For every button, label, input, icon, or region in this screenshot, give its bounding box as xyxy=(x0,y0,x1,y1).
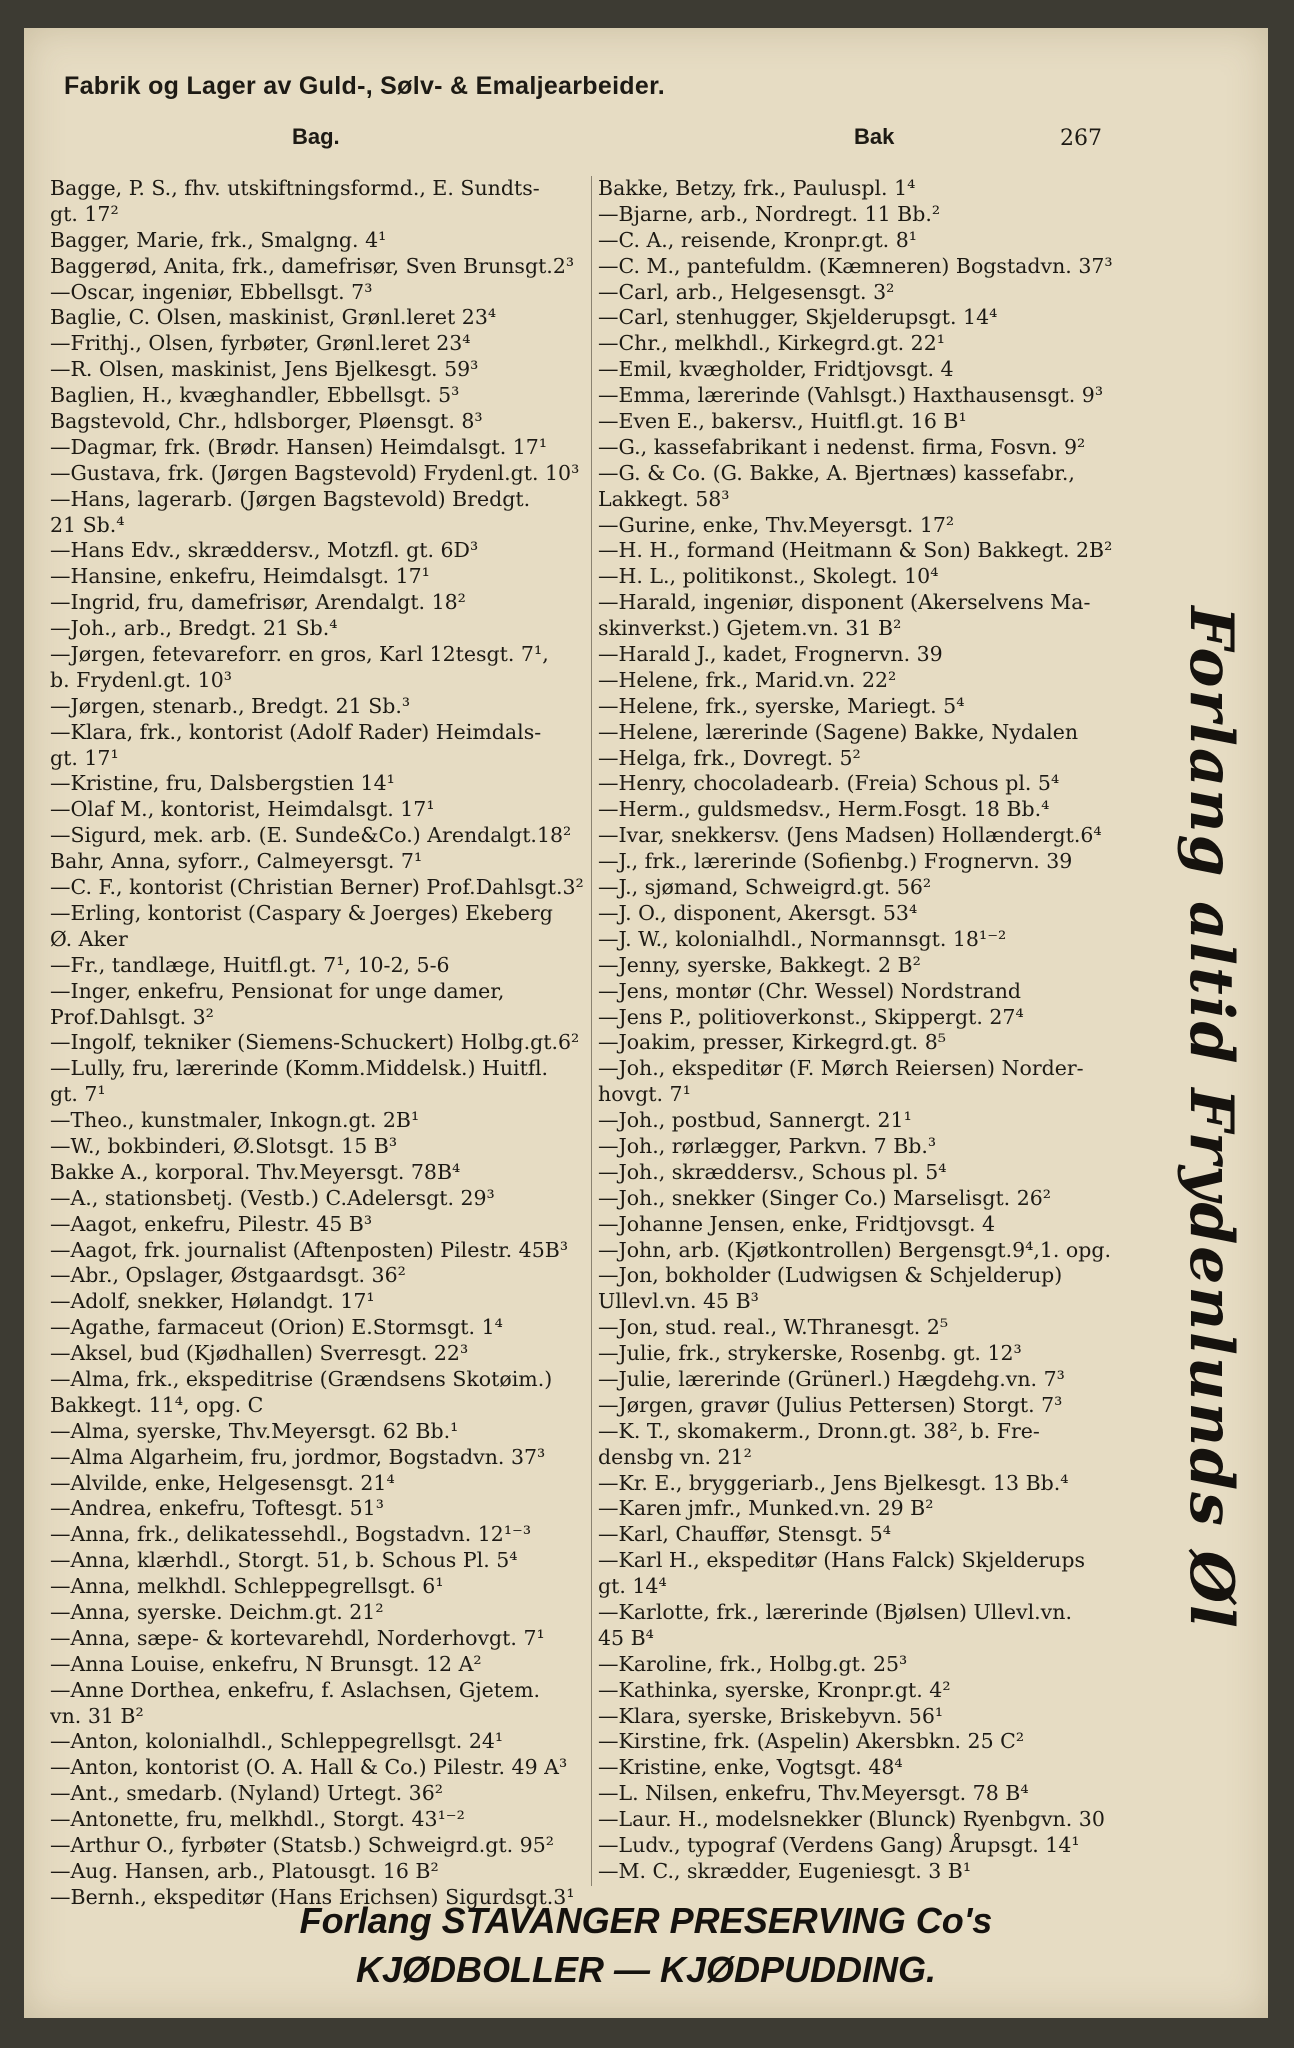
entry-line: hovgt. 7¹ xyxy=(598,1082,691,1107)
entry-line: —Joh., snekker (Singer Co.) Marselisgt. 26² xyxy=(598,1185,1052,1210)
entry-line: —Abr., Opslager, Østgaardsgt. 36² xyxy=(50,1263,406,1288)
entry-line: vn. 31 B² xyxy=(50,1703,144,1728)
page-header-title: Fabrik og Lager av Guld-, Sølv- & Emaljearbeider. xyxy=(64,72,665,100)
entry-line: —Henry, chocoladearb. (Freia) Schous pl. 5⁴ xyxy=(598,771,1060,796)
entry-line: —Dagmar, frk. (Brødr. Hansen) Heimdalsgt. 17¹ xyxy=(50,434,548,459)
entry-line: —Karl, Chauffør, Stensgt. 5⁴ xyxy=(598,1522,892,1547)
entry-line: —Alma, frk., ekspeditrise (Grændsens Skotøim.) xyxy=(50,1366,553,1391)
entry-line: —Karoline, frk., Holbg.gt. 25³ xyxy=(598,1651,908,1676)
entry-line: —G. & Co. (G. Bakke, A. Bjertnæs) kassefabr., xyxy=(598,460,1075,485)
entry-line: —Ivar, snekkersv. (Jens Madsen) Hollændergt.6⁴ xyxy=(598,823,1102,848)
entry-line: —Lully, fru, lærerinde (Komm.Middelsk.) Huitfl. xyxy=(50,1056,549,1081)
entry-line: —Ingrid, fru, damefrisør, Arendalgt. 18² xyxy=(50,590,466,615)
entry-line: —Kathinka, syerske, Kronpr.gt. 4² xyxy=(598,1677,951,1702)
entry-line: —Joh., skræddersv., Schous pl. 5⁴ xyxy=(598,1159,947,1184)
entry-line: —Julie, frk., strykerske, Rosenbg. gt. 12³ xyxy=(598,1341,1022,1366)
entry-line: —Alma, syerske, Thv.Meyersgt. 62 Bb.¹ xyxy=(50,1418,459,1443)
entry-line: —Erling, kontorist (Caspary & Joerges) Ekeberg xyxy=(50,900,553,925)
entry-line: Baggerød, Anita, frk., damefrisør, Sven Brunsgt.2³ xyxy=(50,253,575,278)
entry-line: —Bernh., ekspeditør (Hans Erichsen) Sigurdsgt.3¹ xyxy=(50,1884,575,1909)
entry-line: 45 B⁴ xyxy=(598,1625,654,1650)
entry-line: —J. O., disponent, Akersgt. 53⁴ xyxy=(598,900,918,925)
entry-line: —Klara, syerske, Briskebyvn. 56¹ xyxy=(598,1703,944,1728)
entry-line: —Theo., kunstmaler, Inkogn.gt. 2B¹ xyxy=(50,1108,420,1133)
entry-line: gt. 14⁴ xyxy=(598,1574,667,1599)
entry-line: —Anna, frk., delikatessehdl., Bogstadvn. 12¹⁻³ xyxy=(50,1522,532,1547)
entry-line: —John, arb. (Kjøtkontrollen) Bergensgt.9⁴,1. opg. xyxy=(598,1237,1112,1262)
entry-line: —Klara, frk., kontorist (Adolf Rader) Heimdals- xyxy=(50,719,542,744)
entry-line: —Bjarne, arb., Nordregt. 11 Bb.² xyxy=(598,201,941,226)
entry-line: —Helene, lærerinde (Sagene) Bakke, Nydalen xyxy=(598,719,1079,744)
entry-line: 21 Sb.⁴ xyxy=(50,512,125,537)
entry-line: Baglie, C. Olsen, maskinist, Grønl.leret 23⁴ xyxy=(50,305,497,330)
entry-line: —Hansine, enkefru, Heimdalsgt. 17¹ xyxy=(50,564,430,589)
left-column xyxy=(50,176,616,1911)
entry-line: —Ludv., typograf (Verdens Gang) Årupsgt. 14¹ xyxy=(598,1833,1080,1857)
entry-line: Prof.Dahlsgt. 3² xyxy=(50,1004,214,1029)
entry-line: —A., stationsbetj. (Vestb.) C.Adelersgt. 29³ xyxy=(50,1185,495,1210)
page-number: 267 xyxy=(1060,126,1102,151)
entry-line: —Carl, stenhugger, Skjelderupsgt. 14⁴ xyxy=(598,305,998,330)
entry-line: —Helene, frk., Marid.vn. 22² xyxy=(598,667,897,692)
entry-line: —Jon, bokholder (Ludwigsen & Schjelderup) xyxy=(598,1263,1063,1288)
left-column-heading: Bag. xyxy=(292,124,340,149)
entry-line: —Alvilde, enke, Helgesensgt. 21⁴ xyxy=(50,1470,395,1495)
entry-line: —Aagot, frk. journalist (Aftenposten) Pilestr. 45B³ xyxy=(50,1237,569,1262)
entry-line: —J., sjømand, Schweigrd.gt. 56² xyxy=(598,875,932,900)
entry-line: —Joh., arb., Bredgt. 21 Sb.⁴ xyxy=(50,616,338,641)
entry-line: —Aagot, enkefru, Pilestr. 45 B³ xyxy=(50,1211,373,1236)
entry-line: —Hans, lagerarb. (Jørgen Bagstevold) Bredgt. xyxy=(50,486,531,511)
entry-line: —H. H., formand (Heitmann & Son) Bakkegt. 2B² xyxy=(598,538,1113,563)
entry-line: —Carl, arb., Helgesensgt. 3² xyxy=(598,279,895,304)
entry-line: Bahr, Anna, syforr., Calmeyersgt. 7¹ xyxy=(50,849,423,874)
bottom-ad-line-2: KJØDBOLLER — KJØDPUDDING. xyxy=(355,1949,937,1990)
entry-line: —Anna, melkhdl. Schleppegrellsgt. 6¹ xyxy=(50,1574,444,1599)
right-column xyxy=(598,176,1138,1885)
entry-line: Bakke A., korporal. Thv.Meyersgt. 78B⁴ xyxy=(50,1159,461,1184)
entry-line: Lakkegt. 58³ xyxy=(598,486,730,511)
entry-line: —C. A., reisende, Kronpr.gt. 8¹ xyxy=(598,227,917,252)
entry-line: —Jens P., politioverkonst., Skippergt. 27⁴ xyxy=(598,1004,1024,1029)
entry-line: Ullevl.vn. 45 B³ xyxy=(598,1289,759,1314)
entry-line: —Harald, ingeniør, disponent (Akerselvens Ma- xyxy=(598,590,1091,615)
entry-line: —Jens, montør (Chr. Wessel) Nordstrand xyxy=(598,978,1022,1003)
entry-line: —Jørgen, stenarb., Bredgt. 21 Sb.³ xyxy=(50,693,411,718)
entry-line: —Sigurd, mek. arb. (E. Sunde&Co.) Arendalgt.18² xyxy=(50,823,572,848)
directory-page xyxy=(24,28,1268,2018)
entry-line: —Joh., ekspeditør (F. Mørch Reiersen) Norder- xyxy=(598,1056,1084,1081)
entry-line: —Kr. E., bryggeriarb., Jens Bjelkesgt. 13 Bb.⁴ xyxy=(598,1470,1069,1495)
entry-line: —Antonette, fru, melkhdl., Storgt. 43¹⁻² xyxy=(50,1807,465,1832)
entry-line: —Aksel, bud (Kjødhallen) Sverresgt. 22³ xyxy=(50,1341,469,1366)
entry-line: skinverkst.) Gjetem.vn. 31 B² xyxy=(598,616,902,641)
entry-line: —Andrea, enkefru, Toftesgt. 51³ xyxy=(50,1496,384,1521)
entry-line: —Oscar, ingeniør, Ebbellsgt. 7³ xyxy=(50,279,373,304)
entry-line: —Alma Algarheim, fru, jordmor, Bogstadvn. 37³ xyxy=(50,1444,546,1469)
entry-line: —Kristine, fru, Dalsbergstien 14¹ xyxy=(50,771,395,796)
entry-line: Bagge, P. S., fhv. utskiftningsformd., E. Sundts- xyxy=(50,176,540,200)
entry-line: —C. F., kontorist (Christian Berner) Prof.Dahlsgt.3² xyxy=(50,875,584,900)
entry-line: —K. T., skomakerm., Dronn.gt. 38², b. Fre- xyxy=(598,1418,1040,1443)
bottom-ad-line-1: Forlang STAVANGER PRESERVING Co's xyxy=(299,1900,993,1941)
entry-line: —Agathe, farmaceut (Orion) E.Stormsgt. 1⁴ xyxy=(50,1315,503,1340)
entry-line: —Karl H., ekspeditør (Hans Falck) Skjelderups xyxy=(598,1548,1086,1573)
entry-line: —J. W., kolonialhdl., Normannsgt. 18¹⁻² xyxy=(598,926,1007,951)
entry-line: —Arthur O., fyrbøter (Statsb.) Schweigrd.gt. 95² xyxy=(50,1833,554,1857)
entry-line: —Laur. H., modelsnekker (Blunck) Ryenbgvn. 30 xyxy=(598,1807,1105,1832)
entry-line: —Anna Louise, enkefru, N Brunsgt. 12 A² xyxy=(50,1651,482,1676)
entry-line: Bakke, Betzy, frk., Pauluspl. 1⁴ xyxy=(598,176,916,200)
entry-line: —Anton, kontorist (O. A. Hall & Co.) Pilestr. 49 A³ xyxy=(50,1755,568,1780)
entry-line: —Emil, kvægholder, Fridtjovsgt. 4 xyxy=(598,357,954,382)
entry-line: —C. M., pantefuldm. (Kæmneren) Bogstadvn. 37³ xyxy=(598,253,1113,278)
side-ad-text: Forlang altid Frydenlunds Øl xyxy=(1176,606,1246,1630)
entry-line: —M. C., skrædder, Eugeniesgt. 3 B¹ xyxy=(598,1858,972,1883)
entry-line: —Ant., smedarb. (Nyland) Urtegt. 36² xyxy=(50,1781,443,1806)
entry-line: —Hans Edv., skræddersv., Motzfl. gt. 6D³ xyxy=(50,538,479,563)
entry-line: Baglien, H., kvæghandler, Ebbellsgt. 5³ xyxy=(50,383,460,408)
entry-line: —Harald J., kadet, Frognervn. 39 xyxy=(598,642,943,667)
entry-line: —Helene, frk., syerske, Mariegt. 5⁴ xyxy=(598,693,965,718)
entry-line: —Ingolf, tekniker (Siemens-Schuckert) Holbg.gt.6² xyxy=(50,1030,580,1055)
entry-line: b. Frydenl.gt. 10³ xyxy=(50,667,232,692)
entry-line: —Chr., melkhdl., Kirkegrd.gt. 22¹ xyxy=(598,331,945,356)
entry-line: gt. 7¹ xyxy=(50,1082,106,1107)
entry-line: —Aug. Hansen, arb., Platousgt. 16 B² xyxy=(50,1858,439,1883)
entry-line: gt. 17² xyxy=(50,201,119,226)
entry-line: —Karlotte, frk., lærerinde (Bjølsen) Ullevl.vn. xyxy=(598,1599,1072,1624)
entry-line: —Inger, enkefru, Pensionat for unge damer, xyxy=(50,978,505,1003)
entry-line: —Jørgen, gravør (Julius Pettersen) Storgt. 7³ xyxy=(598,1392,1063,1417)
entry-line: —Joh., postbud, Sannergt. 21¹ xyxy=(598,1108,912,1133)
entry-line: densbg vn. 21² xyxy=(598,1444,752,1469)
entry-line: —Gurine, enke, Thv.Meyersgt. 17² xyxy=(598,512,955,537)
entry-line: —Johanne Jensen, enke, Fridtjovsgt. 4 xyxy=(598,1211,996,1236)
entry-line: —Frithj., Olsen, fyrbøter, Grønl.leret 23⁴ xyxy=(50,331,471,356)
entry-line: —Gustava, frk. (Jørgen Bagstevold) Frydenl.gt. 10³ xyxy=(50,460,580,485)
entry-line: gt. 17¹ xyxy=(50,745,119,770)
entry-line: —Even E., bakersv., Huitfl.gt. 16 B¹ xyxy=(598,409,967,434)
entry-line: —Emma, lærerinde (Vahlsgt.) Haxthausensgt. 9³ xyxy=(598,383,1104,408)
entry-line: —Anna, klærhdl., Storgt. 51, b. Schous Pl. 5⁴ xyxy=(50,1548,518,1573)
entry-line: —Julie, lærerinde (Grünerl.) Hægdehg.vn. 7³ xyxy=(598,1366,1065,1391)
entry-line: —H. L., politikonst., Skolegt. 10⁴ xyxy=(598,564,939,589)
entry-line: —Anne Dorthea, enkefru, f. Aslachsen, Gjetem. xyxy=(50,1677,541,1702)
entry-line: Bagger, Marie, frk., Smalgng. 4¹ xyxy=(50,227,387,252)
entry-line: —Anna, syerske. Deichm.gt. 21² xyxy=(50,1599,384,1624)
entry-line: —Olaf M., kontorist, Heimdalsgt. 17¹ xyxy=(50,797,435,822)
entry-line: —Jon, stud. real., W.Thranesgt. 2⁵ xyxy=(598,1315,949,1340)
side-advertisement xyxy=(1176,493,1246,1743)
entry-line: —Herm., guldsmedsv., Herm.Fosgt. 18 Bb.⁴ xyxy=(598,797,1050,822)
entry-line: —Helga, frk., Dovregt. 5² xyxy=(598,745,861,770)
entry-line: Bagstevold, Chr., hdlsborger, Pløensgt. 8³ xyxy=(50,409,483,434)
entry-line: —Adolf, snekker, Hølandgt. 17¹ xyxy=(50,1289,375,1314)
entry-line: —Karen jmfr., Munked.vn. 29 B² xyxy=(598,1496,934,1521)
entry-line: —Fr., tandlæge, Huitfl.gt. 7¹, 10-2, 5-6 xyxy=(50,952,450,977)
column-divider xyxy=(591,176,592,1886)
right-column-heading: Bak xyxy=(854,124,895,149)
entry-line: —Kristine, enke, Vogtsgt. 48⁴ xyxy=(598,1755,903,1780)
entry-line: —R. Olsen, maskinist, Jens Bjelkesgt. 59³ xyxy=(50,357,479,382)
entry-line: —Anton, kolonialhdl., Schleppegrellsgt. 24¹ xyxy=(50,1729,504,1754)
entry-line: —G., kassefabrikant i nedenst. firma, Fosvn. 9² xyxy=(598,434,1086,459)
entry-line: —Jenny, syerske, Bakkegt. 2 B² xyxy=(598,952,921,977)
entry-line: —J., frk., lærerinde (Sofienbg.) Frognervn. 39 xyxy=(598,849,1073,874)
entry-line: Ø. Aker xyxy=(50,926,128,951)
entry-line: —Jørgen, fetevareforr. en gros, Karl 12tesgt. 7¹, xyxy=(50,642,549,667)
entry-line: —Joakim, presser, Kirkegrd.gt. 8⁵ xyxy=(598,1030,946,1055)
entry-line: —W., bokbinderi, Ø.Slotsgt. 15 B³ xyxy=(50,1133,398,1158)
entry-line: —L. Nilsen, enkefru, Thv.Meyersgt. 78 B⁴ xyxy=(598,1781,1029,1806)
entry-line: —Joh., rørlægger, Parkvn. 7 Bb.³ xyxy=(598,1133,937,1158)
entry-line: —Kirstine, frk. (Aspelin) Akersbkn. 25 C² xyxy=(598,1729,1025,1754)
entry-line: Bakkegt. 11⁴, opg. C xyxy=(50,1392,264,1417)
entry-line: —Anna, sæpe- & kortevarehdl, Norderhovgt. 7¹ xyxy=(50,1625,545,1650)
